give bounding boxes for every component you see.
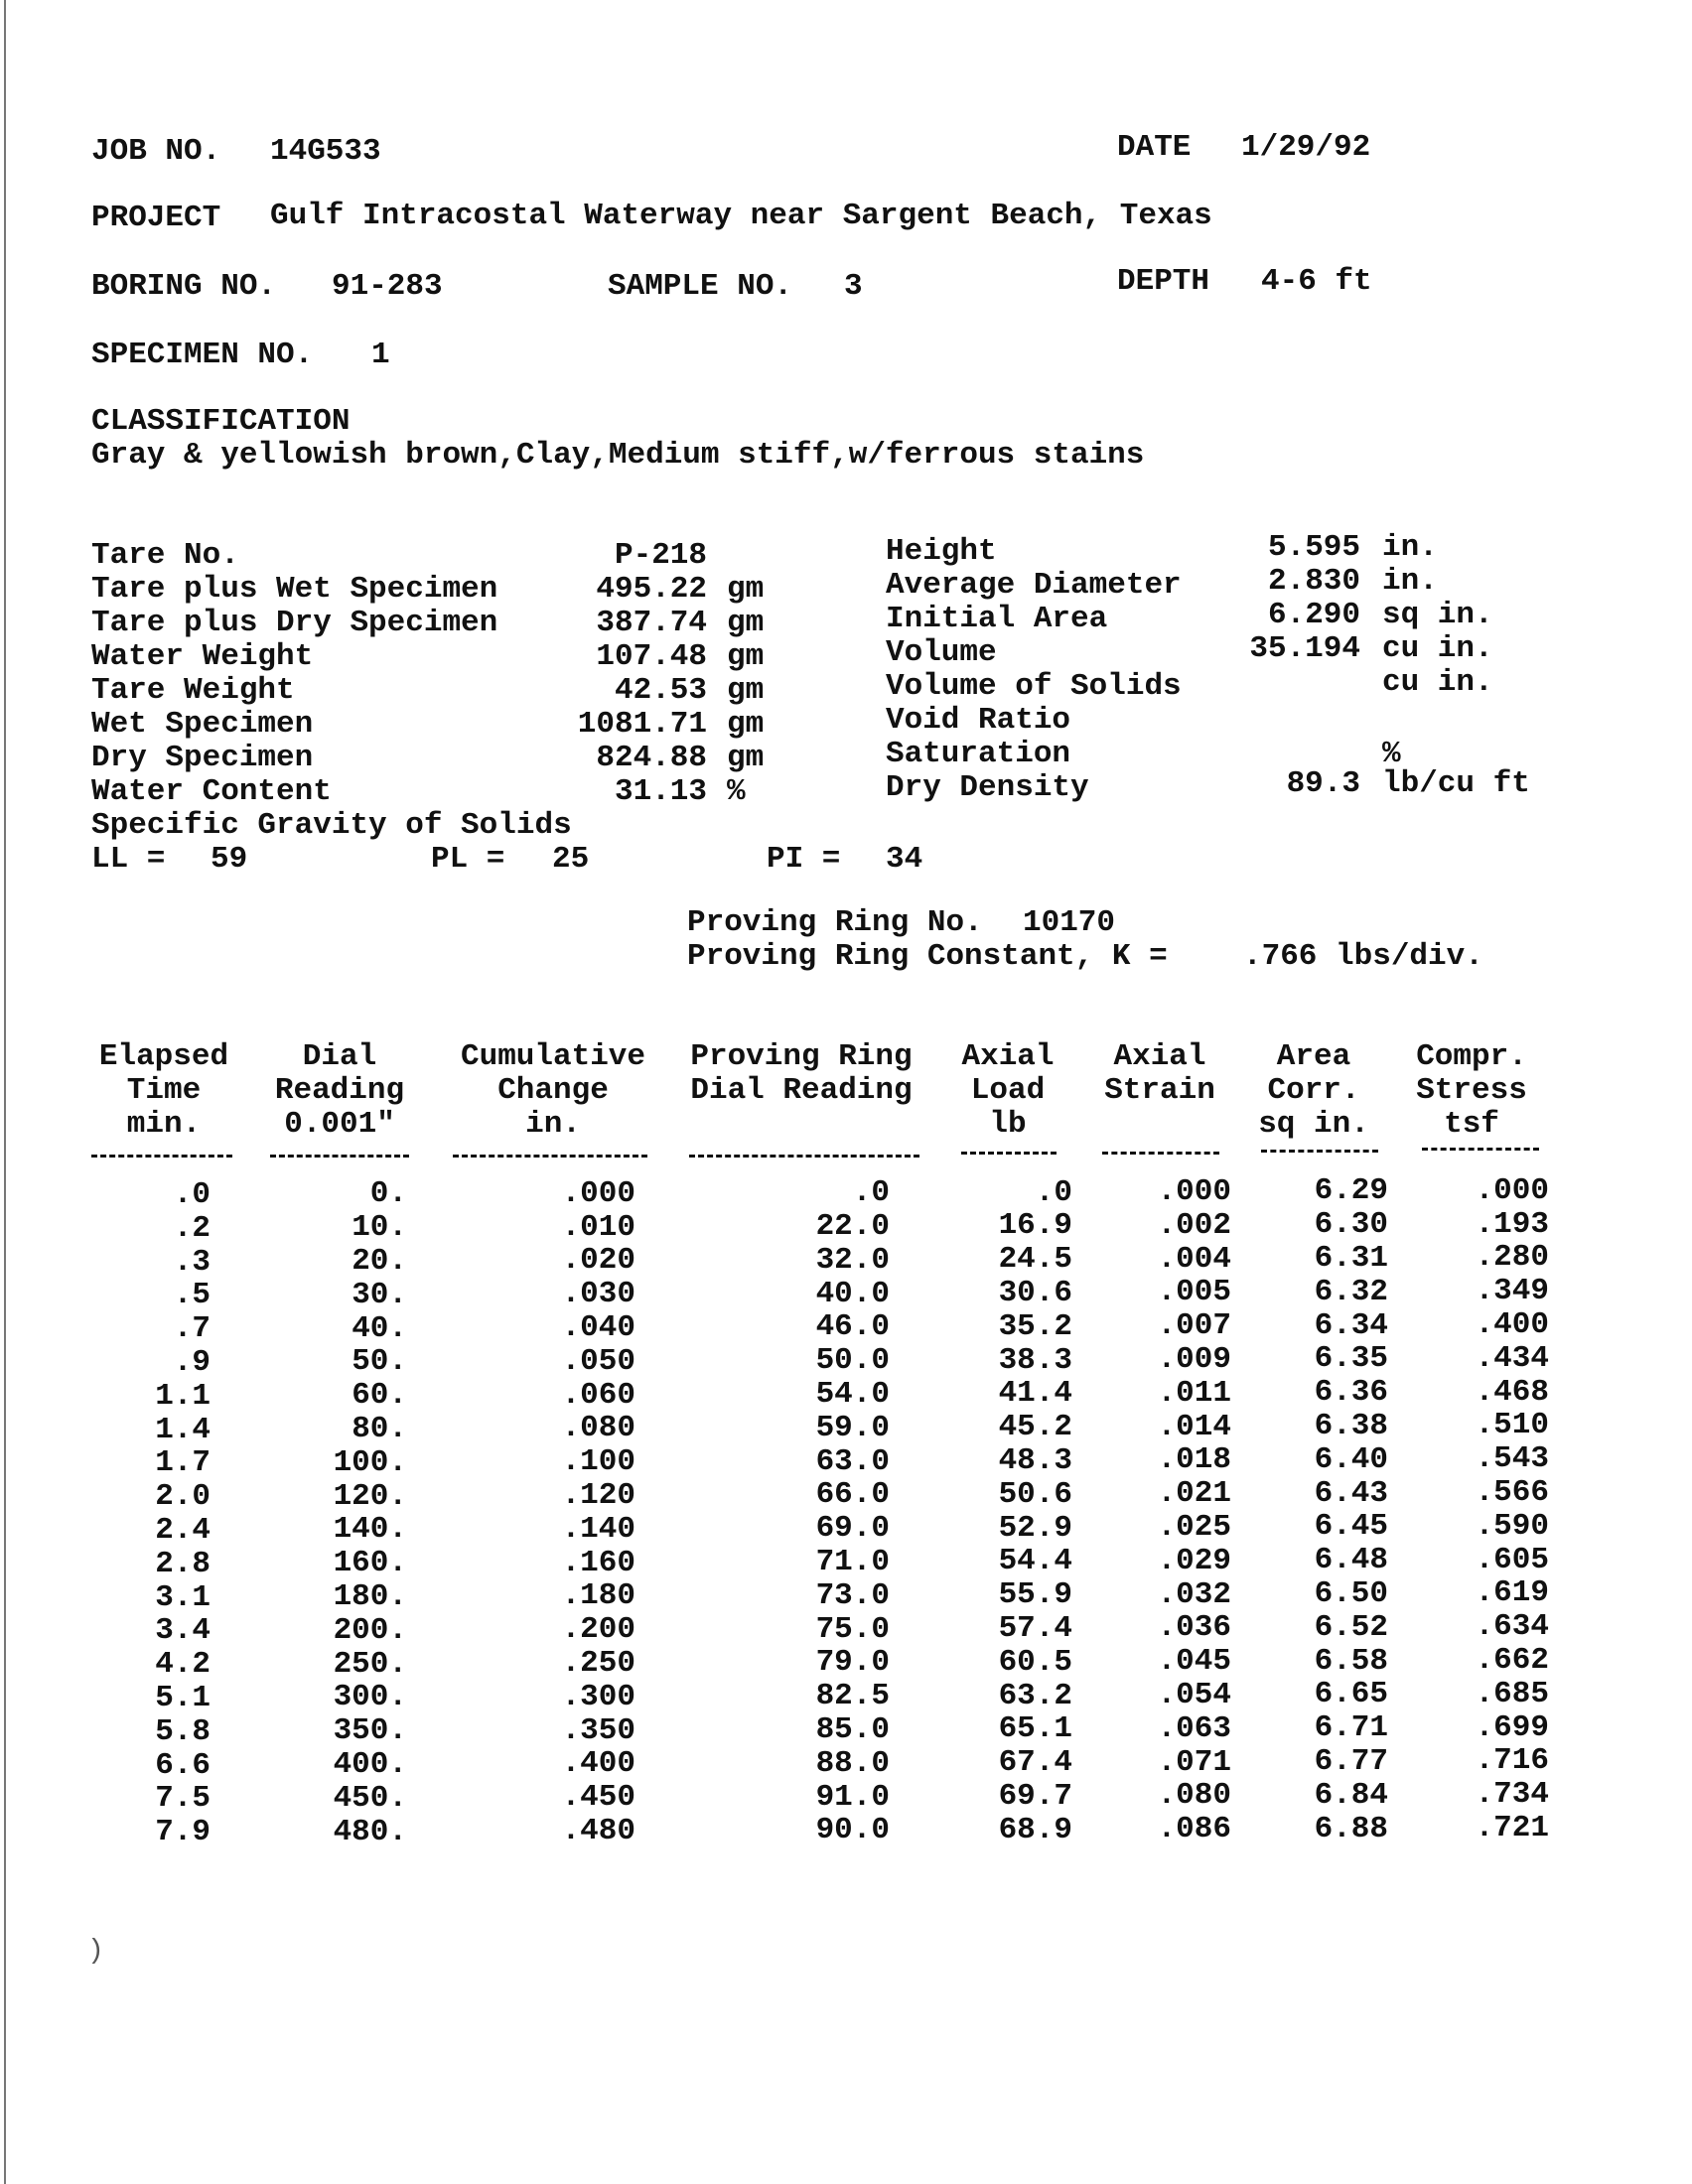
- table-cell: 75.0: [815, 1611, 890, 1647]
- table-cell: .300: [561, 1679, 635, 1714]
- table-cell: .400: [1475, 1307, 1549, 1342]
- table-cell: 250.: [333, 1646, 407, 1682]
- prop-label: Average Diameter: [886, 568, 1182, 603]
- table-cell: .080: [1157, 1778, 1231, 1814]
- table-cell: 480.: [333, 1814, 407, 1849]
- table-cell: 6.50: [1314, 1576, 1388, 1611]
- table-cell: 88.0: [815, 1745, 890, 1781]
- prop-unit: gm: [727, 673, 765, 708]
- column-header: Cumulative Change in.: [460, 1039, 646, 1142]
- table-cell: 38.3: [998, 1342, 1072, 1378]
- classification: Gray & yellowish brown,Clay,Medium stiff,w/ferrous stains: [91, 438, 1145, 473]
- table-cell: 6.38: [1314, 1409, 1388, 1443]
- table-cell: 6.77: [1314, 1744, 1388, 1779]
- table-cell: .634: [1475, 1609, 1549, 1645]
- date-label: DATE: [1117, 130, 1192, 165]
- table-cell: .400: [561, 1746, 635, 1782]
- prop-label: Saturation: [886, 737, 1071, 771]
- table-cell: .054: [1157, 1678, 1231, 1712]
- prop-label: Dry Specimen: [91, 741, 314, 775]
- table-cell: .9: [173, 1345, 211, 1380]
- table-cell: .721: [1475, 1811, 1549, 1845]
- depth-label: DEPTH: [1117, 264, 1210, 299]
- table-cell: .011: [1157, 1375, 1231, 1411]
- table-cell: 65.1: [998, 1711, 1072, 1747]
- table-cell: 6.71: [1314, 1710, 1388, 1746]
- column-header: Axial Load lb: [961, 1039, 1055, 1142]
- prop-unit: lb/cu ft: [1382, 766, 1530, 801]
- table-cell: .010: [561, 1209, 635, 1245]
- table-cell: .5: [173, 1278, 211, 1313]
- table-cell: 7.5: [155, 1781, 211, 1817]
- prop-label: Tare No.: [91, 538, 239, 573]
- sample-no: 3: [844, 269, 863, 304]
- column-header: Compr. Stress tsf: [1416, 1039, 1527, 1142]
- table-cell: .005: [1157, 1275, 1231, 1310]
- header-rule: [689, 1155, 919, 1158]
- table-cell: 350.: [333, 1713, 407, 1749]
- table-cell: .699: [1475, 1709, 1549, 1745]
- table-cell: .004: [1157, 1241, 1231, 1277]
- table-cell: 6.48: [1314, 1543, 1388, 1578]
- prop-unit: gm: [727, 572, 765, 607]
- table-cell: 79.0: [815, 1645, 890, 1681]
- table-cell: .032: [1157, 1576, 1231, 1612]
- table-cell: .3: [173, 1244, 211, 1280]
- proving-ring-constant: .766 lbs/div.: [1243, 939, 1483, 974]
- table-cell: 45.2: [998, 1410, 1072, 1445]
- table-cell: 200.: [333, 1612, 407, 1648]
- prop-value: 6.290: [1267, 598, 1360, 632]
- table-cell: 50.6: [998, 1476, 1072, 1512]
- table-cell: 3.1: [155, 1579, 211, 1615]
- table-cell: .060: [561, 1377, 635, 1413]
- header-rule: [453, 1155, 647, 1158]
- table-cell: .685: [1475, 1676, 1549, 1711]
- pl-label: PL =: [431, 842, 505, 877]
- prop-label: Void Ratio: [886, 703, 1071, 738]
- project: Gulf Intracostal Waterway near Sargent Beach, Texas: [270, 199, 1212, 233]
- table-cell: 40.: [352, 1310, 407, 1346]
- proving-ring-constant-label: Proving Ring Constant, K =: [687, 939, 1168, 974]
- prop-value: 107.48: [596, 639, 707, 674]
- table-cell: 3.4: [155, 1613, 211, 1649]
- table-cell: 91.0: [815, 1779, 890, 1815]
- table-cell: 52.9: [998, 1510, 1072, 1546]
- table-cell: 82.5: [815, 1679, 890, 1714]
- table-cell: 2.8: [155, 1546, 211, 1581]
- table-cell: .036: [1157, 1610, 1231, 1646]
- prop-label: Wet Specimen: [91, 707, 314, 742]
- table-cell: .468: [1475, 1374, 1549, 1410]
- table-cell: 67.4: [998, 1745, 1072, 1781]
- table-cell: .0: [852, 1175, 890, 1211]
- table-cell: .0: [173, 1177, 211, 1212]
- prop-value: 42.53: [614, 673, 707, 708]
- header-rule: [1102, 1152, 1219, 1155]
- table-cell: .045: [1157, 1644, 1231, 1680]
- prop-value: 2.830: [1267, 564, 1360, 599]
- ll-label: LL =: [91, 842, 166, 877]
- table-cell: .000: [561, 1175, 635, 1211]
- table-cell: .021: [1157, 1476, 1231, 1512]
- margin-mark: ): [87, 1936, 104, 1967]
- prop-unit: %: [727, 774, 746, 809]
- prop-unit: sq in.: [1382, 598, 1493, 632]
- table-cell: .120: [561, 1478, 635, 1513]
- prop-value: P-218: [614, 538, 707, 573]
- table-cell: .662: [1475, 1643, 1549, 1678]
- table-cell: 5.8: [155, 1713, 211, 1749]
- table-cell: 450.: [333, 1780, 407, 1816]
- table-cell: 1.4: [155, 1412, 211, 1447]
- prop-label: Volume of Solids: [886, 669, 1182, 704]
- table-cell: .040: [561, 1310, 635, 1345]
- table-cell: 63.0: [815, 1443, 890, 1479]
- table-cell: .480: [561, 1814, 635, 1848]
- table-cell: 4.2: [155, 1647, 211, 1683]
- table-cell: .100: [561, 1444, 635, 1480]
- table-cell: 59.0: [815, 1410, 890, 1445]
- page-left-edge: [4, 0, 6, 2184]
- table-cell: 66.0: [815, 1477, 890, 1513]
- prop-value: 31.13: [614, 774, 707, 809]
- table-cell: .605: [1475, 1542, 1549, 1577]
- depth: 4-6 ft: [1261, 264, 1372, 299]
- table-cell: .160: [561, 1545, 635, 1580]
- table-cell: 30.: [352, 1277, 407, 1312]
- prop-unit: in.: [1382, 530, 1438, 565]
- table-cell: 71.0: [815, 1545, 890, 1579]
- table-cell: 57.4: [998, 1611, 1072, 1646]
- pi-value: 34: [886, 842, 923, 877]
- prop-label: Tare Weight: [91, 673, 295, 708]
- column-header: Area Corr. sq in.: [1258, 1039, 1369, 1142]
- prop-unit: cu in.: [1382, 665, 1493, 700]
- table-cell: .063: [1157, 1710, 1231, 1746]
- table-cell: 1.7: [155, 1445, 211, 1481]
- table-cell: .350: [561, 1712, 635, 1748]
- ll-value: 59: [211, 842, 248, 877]
- column-header: Dial Reading 0.001": [274, 1039, 405, 1142]
- table-cell: .590: [1475, 1508, 1549, 1544]
- table-cell: 90.0: [815, 1813, 890, 1848]
- table-cell: .434: [1475, 1340, 1549, 1376]
- prop-value: 824.88: [596, 741, 707, 775]
- table-cell: 54.4: [998, 1544, 1072, 1579]
- table-cell: 63.2: [998, 1678, 1072, 1713]
- table-cell: .200: [561, 1612, 635, 1648]
- header-rule: [961, 1152, 1057, 1155]
- table-cell: 10.: [352, 1210, 407, 1246]
- table-cell: 80.: [352, 1412, 407, 1446]
- prop-label: Volume: [886, 635, 997, 670]
- table-cell: .543: [1475, 1441, 1549, 1477]
- sample-no-label: SAMPLE NO.: [608, 269, 793, 304]
- table-cell: 85.0: [815, 1712, 890, 1747]
- table-cell: .029: [1157, 1543, 1231, 1578]
- table-cell: 6.84: [1314, 1777, 1388, 1813]
- table-cell: 30.6: [998, 1276, 1072, 1310]
- prop-value: 1081.71: [577, 707, 707, 742]
- project-label: PROJECT: [91, 201, 221, 235]
- table-cell: 300.: [333, 1680, 407, 1715]
- prop-label: Height: [886, 534, 997, 569]
- table-cell: 100.: [333, 1444, 407, 1480]
- table-cell: 6.31: [1314, 1241, 1388, 1276]
- table-cell: 6.29: [1314, 1173, 1388, 1209]
- table-cell: .2: [173, 1210, 211, 1246]
- table-cell: 50.: [352, 1344, 407, 1380]
- table-cell: .180: [561, 1578, 635, 1614]
- column-header: Elapsed Time min.: [98, 1039, 229, 1142]
- table-cell: .025: [1157, 1510, 1231, 1545]
- table-cell: 6.65: [1314, 1677, 1388, 1712]
- table-cell: .071: [1157, 1744, 1231, 1780]
- prop-label: Water Content: [91, 774, 332, 809]
- prop-value: 89.3: [1286, 766, 1360, 801]
- job-no-label: JOB NO.: [91, 134, 221, 169]
- table-cell: .510: [1475, 1408, 1549, 1443]
- pl-value: 25: [552, 842, 590, 877]
- prop-unit: in.: [1382, 564, 1438, 599]
- table-cell: 120.: [333, 1478, 407, 1514]
- table-cell: 40.0: [815, 1276, 890, 1311]
- table-cell: 6.36: [1314, 1375, 1388, 1411]
- specific-gravity-label: Specific Gravity of Solids: [91, 808, 572, 843]
- table-cell: 6.45: [1314, 1509, 1388, 1545]
- prop-label: Dry Density: [886, 770, 1089, 805]
- specimen-no-label: SPECIMEN NO.: [91, 338, 314, 372]
- pi-label: PI =: [767, 842, 841, 877]
- table-cell: .002: [1157, 1207, 1231, 1243]
- table-cell: 180.: [333, 1579, 407, 1614]
- proving-ring-no: 10170: [1023, 905, 1116, 940]
- table-cell: 69.0: [815, 1511, 890, 1547]
- table-cell: 0.: [369, 1176, 407, 1212]
- prop-unit: gm: [727, 606, 765, 640]
- table-cell: .014: [1157, 1409, 1231, 1444]
- table-cell: 5.1: [155, 1681, 211, 1715]
- table-cell: 73.0: [815, 1577, 890, 1613]
- table-cell: 22.0: [815, 1209, 890, 1244]
- table-cell: .566: [1475, 1475, 1549, 1510]
- table-cell: 6.40: [1314, 1441, 1388, 1477]
- table-cell: 400.: [333, 1747, 407, 1782]
- prop-unit: %: [1382, 737, 1401, 771]
- header-rule: [91, 1155, 232, 1158]
- prop-unit: gm: [727, 707, 765, 742]
- prop-unit: cu in.: [1382, 631, 1493, 666]
- table-cell: 24.5: [998, 1242, 1072, 1278]
- column-header: Axial Strain: [1104, 1039, 1215, 1108]
- prop-value: 35.194: [1249, 631, 1360, 666]
- table-cell: .020: [561, 1243, 635, 1279]
- header-rule: [270, 1155, 409, 1158]
- table-cell: .050: [561, 1343, 635, 1379]
- table-cell: 35.2: [998, 1308, 1072, 1344]
- table-cell: 6.34: [1314, 1307, 1388, 1343]
- table-cell: 68.9: [998, 1812, 1072, 1847]
- table-cell: 6.58: [1314, 1643, 1388, 1679]
- prop-label: Initial Area: [886, 602, 1108, 636]
- prop-value: 5.595: [1267, 530, 1360, 565]
- table-cell: .140: [561, 1511, 635, 1547]
- table-cell: 140.: [333, 1512, 407, 1548]
- table-cell: 6.32: [1314, 1274, 1388, 1309]
- prop-unit: gm: [727, 639, 765, 674]
- proving-ring-no-label: Proving Ring No.: [687, 905, 983, 940]
- job-no: 14G533: [270, 134, 381, 169]
- classification-label: CLASSIFICATION: [91, 404, 351, 439]
- column-header: Proving Ring Dial Reading: [690, 1039, 913, 1108]
- prop-value: 387.74: [596, 606, 707, 640]
- table-cell: .009: [1157, 1342, 1231, 1377]
- table-cell: 54.0: [815, 1377, 890, 1412]
- table-cell: 16.9: [998, 1208, 1072, 1244]
- table-cell: 6.35: [1314, 1341, 1388, 1377]
- table-cell: 60.: [352, 1378, 407, 1414]
- table-cell: 48.3: [998, 1443, 1072, 1478]
- prop-label: Tare plus Wet Specimen: [91, 572, 498, 607]
- table-cell: .280: [1475, 1240, 1549, 1276]
- table-cell: .734: [1475, 1777, 1549, 1813]
- table-cell: 20.: [352, 1244, 407, 1279]
- table-cell: .0: [1035, 1174, 1072, 1210]
- prop-value: 495.22: [596, 572, 707, 607]
- table-cell: 6.52: [1314, 1609, 1388, 1645]
- table-cell: .030: [561, 1277, 635, 1312]
- date: 1/29/92: [1241, 130, 1371, 165]
- table-cell: 7.9: [155, 1815, 211, 1850]
- table-cell: 60.5: [998, 1644, 1072, 1680]
- specimen-no: 1: [371, 338, 390, 372]
- table-cell: .619: [1475, 1575, 1549, 1611]
- table-cell: .450: [561, 1780, 635, 1816]
- table-cell: 32.0: [815, 1242, 890, 1278]
- table-cell: 55.9: [998, 1577, 1072, 1613]
- table-cell: 41.4: [998, 1376, 1072, 1412]
- table-cell: 6.43: [1314, 1475, 1388, 1511]
- table-cell: 160.: [333, 1546, 407, 1581]
- table-cell: .7: [173, 1311, 211, 1347]
- table-cell: .716: [1475, 1743, 1549, 1779]
- table-cell: .193: [1475, 1206, 1549, 1242]
- table-cell: 2.4: [155, 1513, 211, 1548]
- header-rule: [1422, 1148, 1539, 1151]
- table-cell: .250: [561, 1646, 635, 1681]
- table-cell: 46.0: [815, 1309, 890, 1345]
- prop-label: Water Weight: [91, 639, 314, 674]
- table-cell: 69.7: [998, 1779, 1072, 1814]
- table-cell: .000: [1475, 1172, 1549, 1208]
- prop-label: Tare plus Dry Specimen: [91, 606, 498, 640]
- boring-no-label: BORING NO.: [91, 269, 277, 304]
- boring-no: 91-283: [332, 269, 443, 304]
- table-cell: 6.88: [1314, 1811, 1388, 1846]
- table-cell: 1.1: [155, 1378, 211, 1414]
- table-cell: .080: [561, 1411, 635, 1446]
- table-cell: .007: [1157, 1308, 1231, 1344]
- table-cell: .086: [1157, 1812, 1231, 1847]
- table-cell: .349: [1475, 1274, 1549, 1309]
- table-cell: 6.6: [155, 1747, 211, 1783]
- header-rule: [1261, 1150, 1378, 1153]
- table-cell: 50.0: [815, 1343, 890, 1379]
- table-cell: .018: [1157, 1442, 1231, 1478]
- table-cell: 6.30: [1314, 1207, 1388, 1243]
- table-cell: 2.0: [155, 1479, 211, 1515]
- prop-unit: gm: [727, 741, 765, 775]
- table-cell: .000: [1157, 1174, 1231, 1209]
